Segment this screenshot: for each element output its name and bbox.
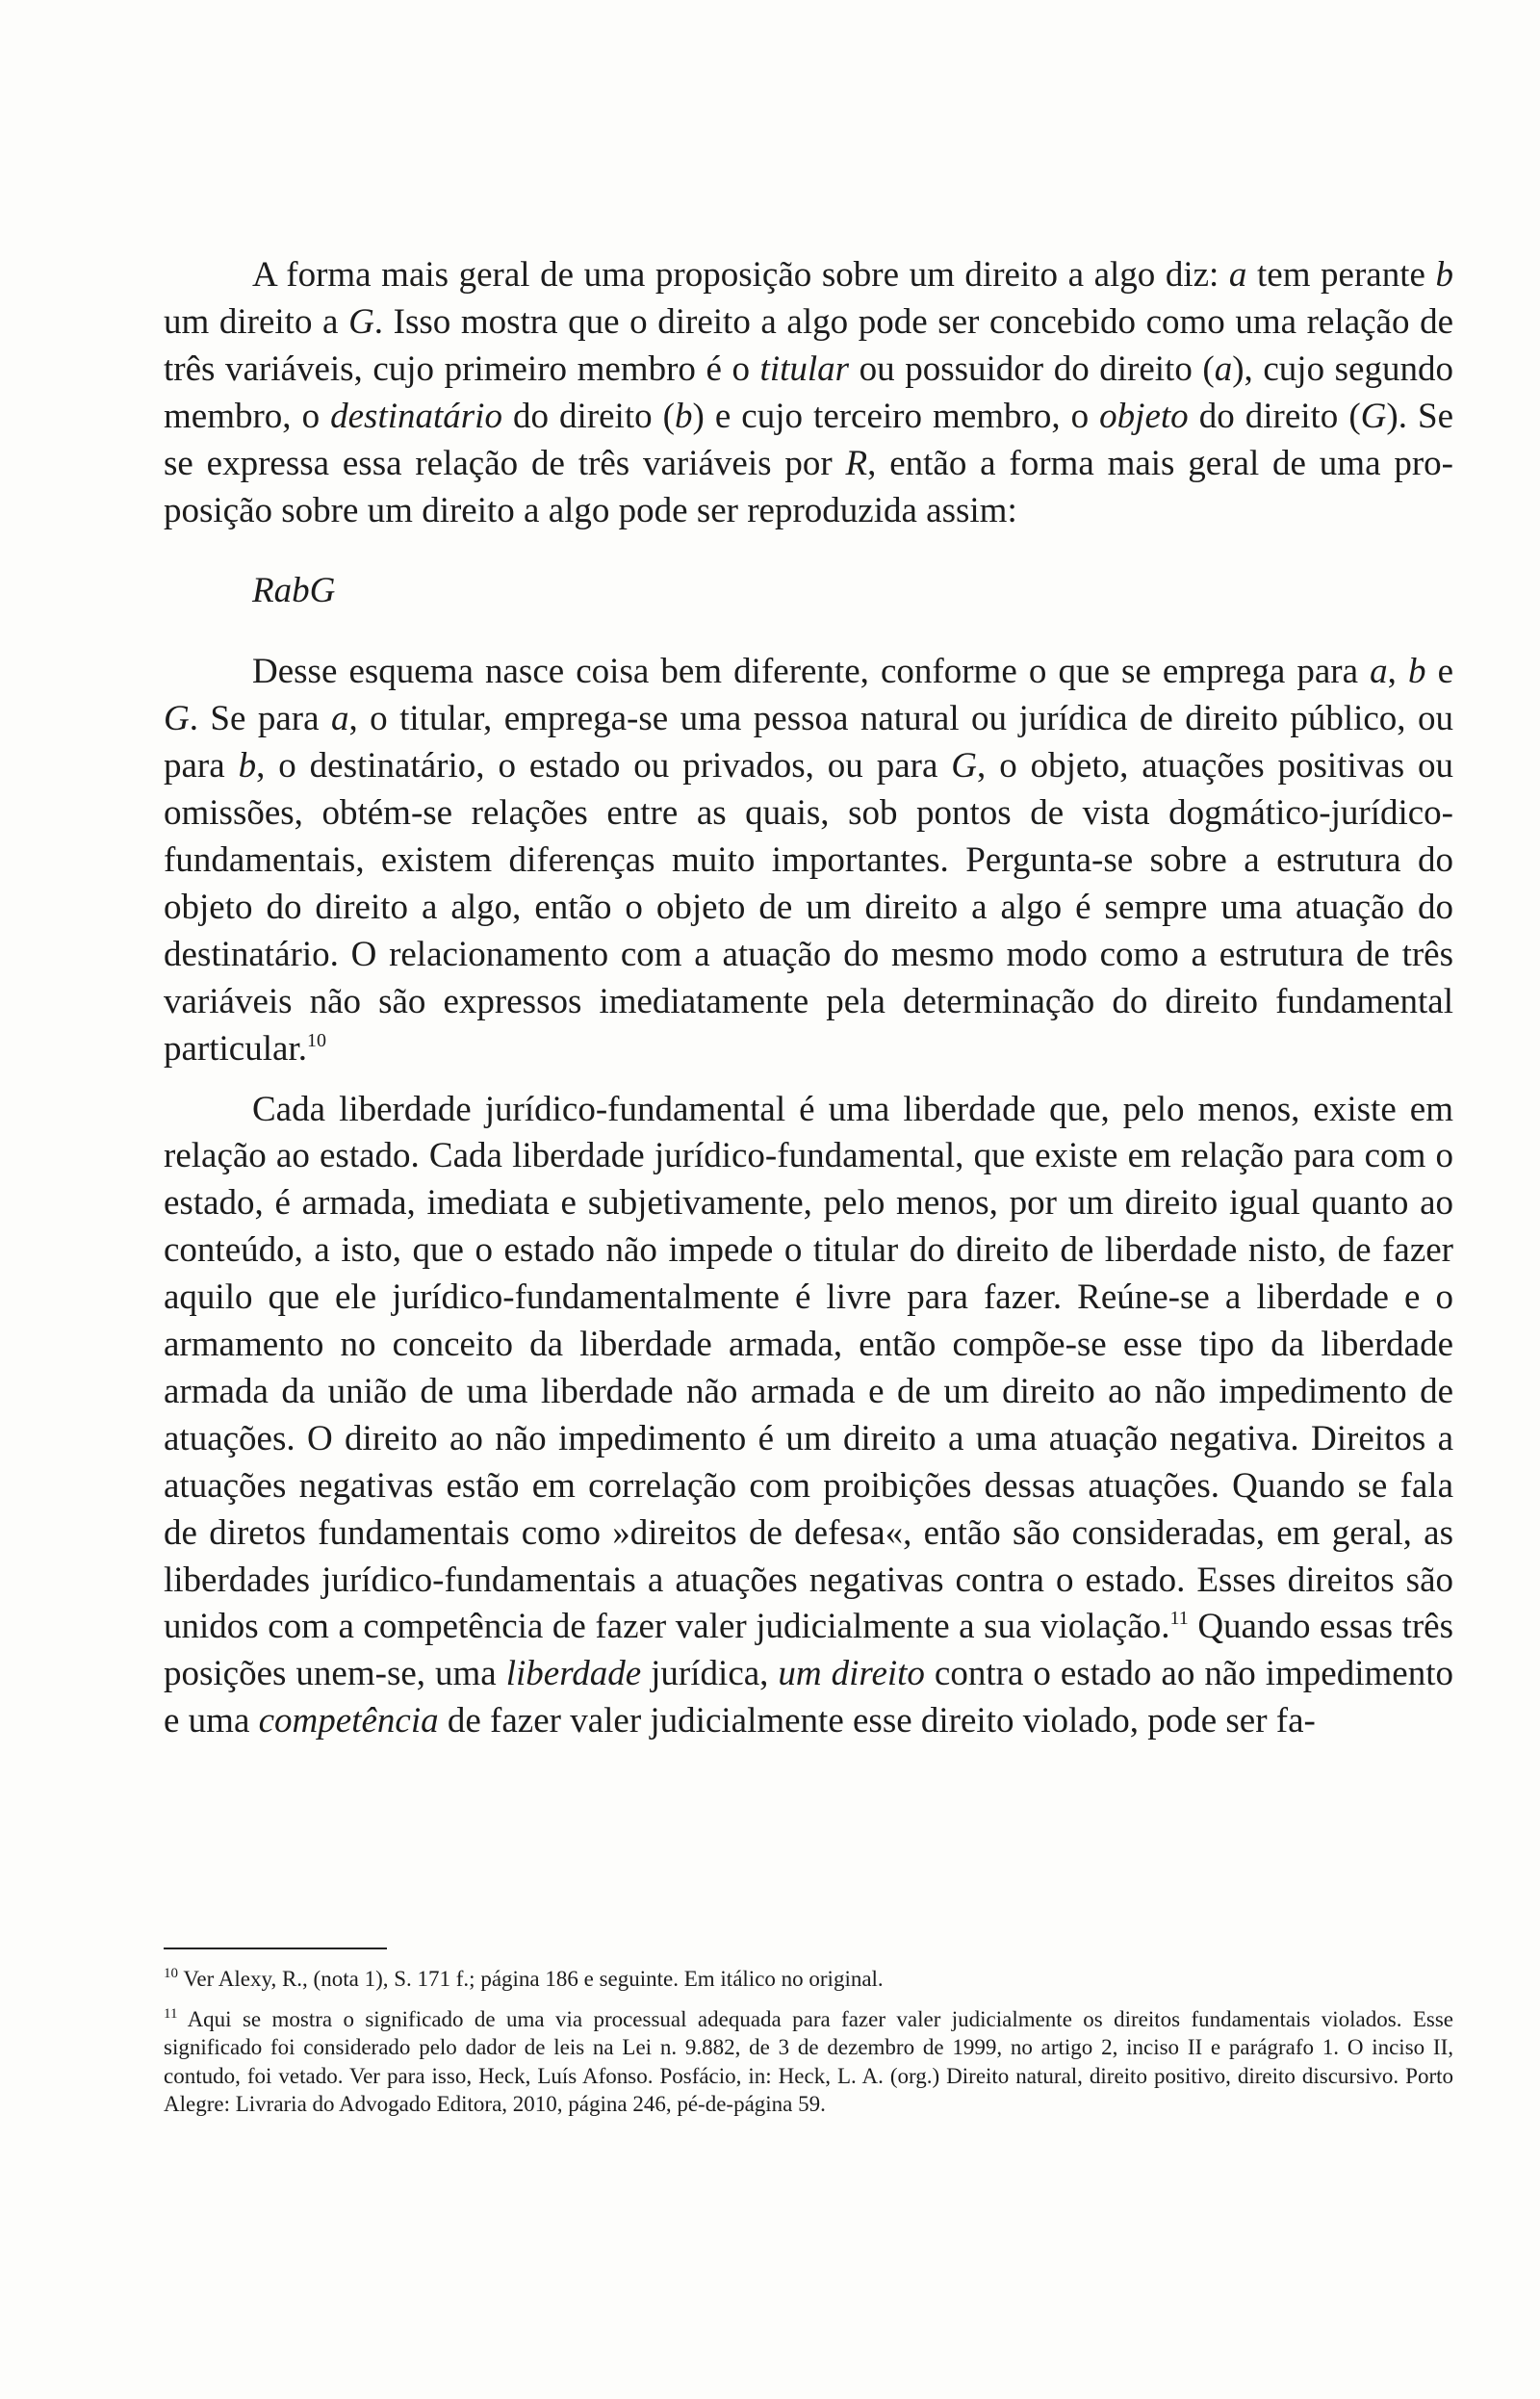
footnotes	[164, 1948, 1453, 2130]
paragraph-1: A forma mais geral de uma proposição sobre um direito a algo diz: a tem perante b um direito a G. Isso mostra que o direito a algo pode ser concebido como uma relação de três variáveis, cujo primeiro membro é o titular ou possuidor do direito (a), cujo segundo membro, o destinatário do direito (b) e cujo terceiro membro, o objeto do direito (G). Se se expressa essa relação de três variáveis por R, então a forma mais geral de uma proposição sobre um direito a algo pode ser reproduzida assim:	[164, 255, 1454, 530]
body-text	[164, 252, 1453, 1745]
footnote-ref-10[interactable]: 10	[306, 1029, 326, 1051]
paragraph-2: Desse esquema nasce coisa bem diferente, conforme o que se emprega para a, b e G. Se para a, o titular, emprega-se uma pessoa natural ou jurídica de direito público, ou para b, o destinatário, o estado ou privados, ou para G, o objeto, atuações positivas ou omissões, obtém-se relações entre as quais, sob pontos de vista dogmático-jurídico-fundamentais, existem diferenças muito importantes. Pergunta-se sobre a estrutura do objeto do direito a algo, então o objeto de um direito a algo é sempre uma atuação do destinatário. O relacionamento com a atuação do mesmo modo como a estrutura de três variáveis não são expressos imediatamente pela determinação do direito fundamental particular.$^{10}$	[164, 652, 1454, 1069]
footnote-10: $^{10}$ Ver Alexy, R., (nota 1), S. 171 f.; página 186 e seguinte. Em itálico no original.	[164, 1966, 884, 1991]
footnote-divider	[164, 1948, 387, 1949]
formula: RabG	[252, 571, 336, 611]
paragraph-3: Cada liberdade jurídico-fundamental é uma liberdade que, pelo menos, existe em relação ao estado. Cada liberdade jurídico-fundamental, que existe em relação para com o estado, é armada, imediata e subjetivamente, pelo menos, por um direito igual quanto ao conteúdo, a isto, que o estado não impede o titular do direito de liberdade nisto, de fazer aquilo que ele jurídico-fundamentalmente é livre para fazer. Reúne-se a liberdade e o armamento no conceito da liberdade armada, então compõe-se esse tipo da liberdade armada da união de uma liberdade não armada e de um direito ao não impedimento de atuações. O direito ao não impedimento é um direito a uma atuação negativa. Direitos a atuações negativas estão em correlação com proibições dessas atuações. Quando se fala de diretos fundamentais como »direitos de defesa«, então são consideradas, em geral, as liberdades jurídico-fundamentais a atuações negativas contra o estado. Esses direitos são unidos com a competência de fazer valer judicialmente a sua violação.$^{11}$ Quando essas três posições unem-se, uma liberdade jurídica, um direito contra o estado ao não impedimento e uma competência de fazer valer judicialmente esse direito violado, pode ser fa-	[164, 1089, 1453, 1741]
footnote-11: $^{11}$ Aqui se mostra o significado de uma via processual adequada para fazer valer judicialmente os direitos fundamentais violados. Esse significado foi considerado pelo dador de leis na Lei n. 9.882, de 3 de dezembro de 1999, no artigo 2, inciso II e parágrafo 1. O inciso II, contudo, foi vetado. Ver para isso, Heck, Luís Afonso. Posfácio, in: Heck, L. A. (org.) Direito natural, direito positivo, direito discursivo. Porto Alegre: Livraria do Advogado Editora, 2010, página 246, pé-de-página 59.	[164, 2005, 1453, 2116]
footnote-ref-11[interactable]: 11	[1169, 1608, 1189, 1630]
